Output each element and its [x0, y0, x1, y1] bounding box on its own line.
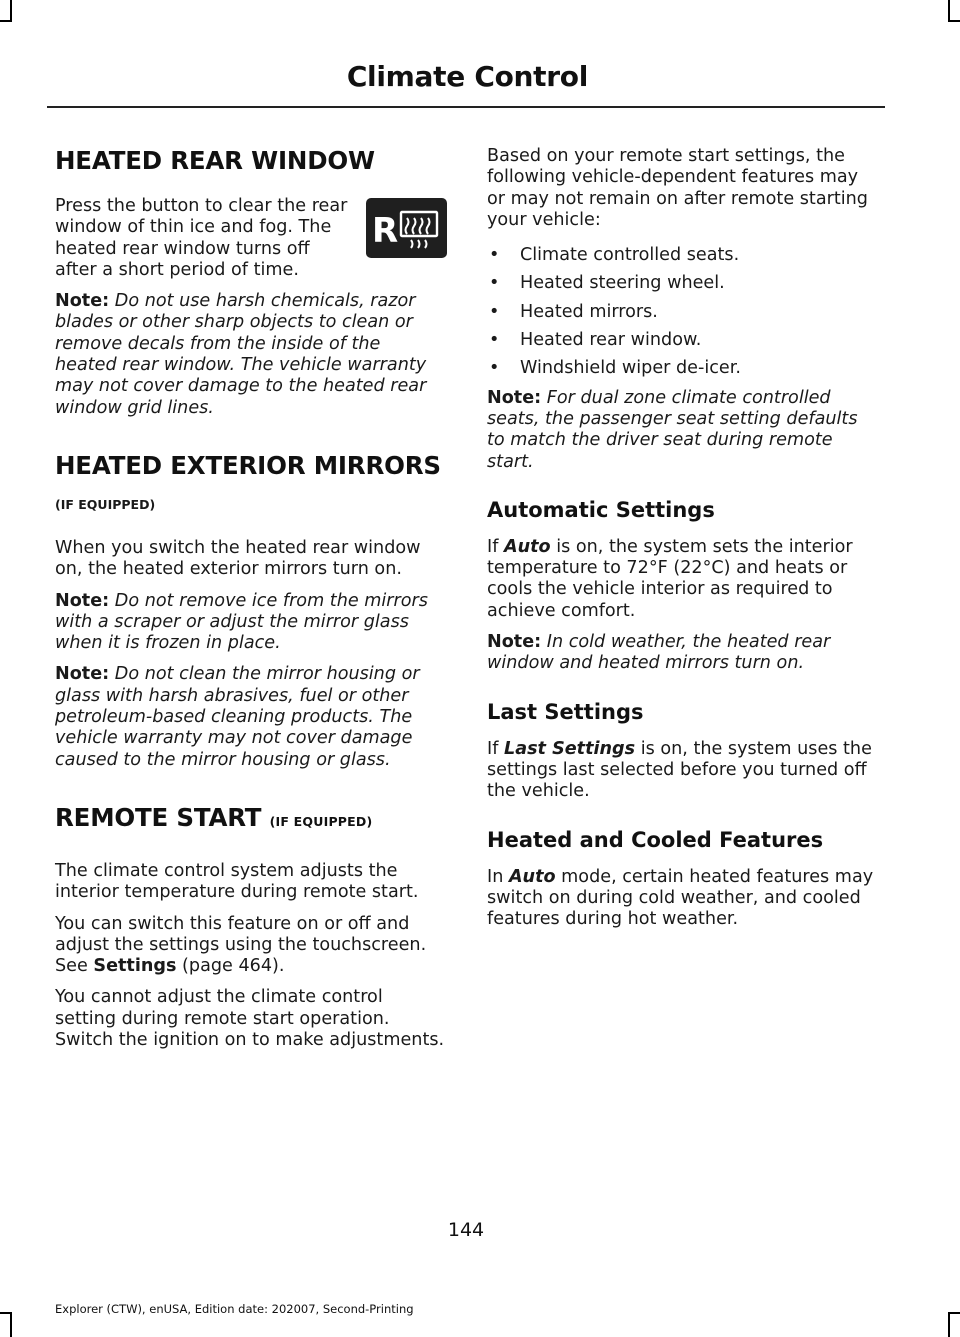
body-text	[487, 739, 880, 803]
body-text: You cannot adjust the climate control setting during remote start operation. Switch the ignition on to make adjustments.	[55, 987, 445, 1051]
section-heading: HEATED REAR WINDOW	[55, 146, 375, 175]
list-item: • Climate controlled seats.	[487, 245, 880, 266]
section-remote-start	[55, 803, 447, 1051]
feature-list	[487, 245, 880, 379]
section-heated-cooled-features	[487, 827, 880, 931]
page-title: Climate Control	[346, 60, 588, 93]
text-run: mode, certain heated features may switch on during cold weather, and cooled features during hot weather.	[487, 866, 874, 930]
text-run: You can switch this feature on or off and adjust the settings using the touchscreen. See	[55, 913, 427, 977]
subsection-heading: Last Settings	[487, 699, 644, 724]
text-run: If	[487, 738, 504, 759]
term: Auto	[503, 536, 551, 557]
note-text: Do not clean the mirror housing or glass with harsh abrasives, fuel or other petroleum-based cleaning products. The vehicle warranty may not cover damage caused to the mirror housing or glass.	[55, 664, 420, 770]
crop-mark	[0, 20, 12, 22]
icon-letter: R	[372, 211, 399, 251]
text-run: In	[487, 866, 509, 887]
crop-mark	[948, 1312, 960, 1314]
list-item: • Heated steering wheel.	[487, 273, 880, 294]
crop-mark	[10, 1312, 12, 1337]
body-text	[487, 867, 880, 931]
note-text: Do not use harsh chemicals, razor blades or other sharp objects to clean or remove decals from the inside of the heated rear window. The vehicle warranty may not cover damage to the heated rear window grid lines.	[55, 291, 427, 418]
note-label: Note:	[487, 387, 542, 408]
heading-suffix: (IF EQUIPPED)	[269, 813, 373, 829]
text-run: (page 464).	[176, 956, 285, 977]
heading-text: REMOTE START	[55, 802, 262, 832]
crop-mark	[948, 0, 950, 22]
section-subheading: (IF EQUIPPED)	[55, 496, 156, 512]
section-last-settings	[487, 699, 880, 803]
note-label: Note:	[487, 632, 542, 653]
crop-mark	[0, 1312, 12, 1314]
crop-mark	[948, 1312, 950, 1337]
right-column	[487, 146, 880, 940]
defrost-symbol	[366, 198, 447, 258]
term: Auto	[508, 866, 556, 887]
note-label: Note:	[55, 291, 110, 312]
list-item: • Windshield wiper de-icer.	[487, 358, 880, 379]
footer-edition: Explorer (CTW), enUSA, Edition date: 202007, Second-Printing	[55, 1302, 414, 1316]
section-heading: HEATED EXTERIOR MIRRORS	[55, 450, 441, 480]
note	[55, 291, 447, 419]
section-automatic-settings	[487, 497, 880, 675]
subsection-heading: Heated and Cooled Features	[487, 827, 824, 852]
note-label: Note:	[55, 664, 110, 685]
term: Last Settings	[503, 738, 636, 759]
note-text: Do not remove ice from the mirrors with a scraper or adjust the mirror glass when it is frozen in place.	[55, 590, 428, 654]
note	[55, 591, 447, 655]
note-label: Note:	[55, 590, 110, 611]
crop-mark	[10, 0, 12, 22]
note-text: For dual zone climate controlled seats, the passenger seat setting defaults to match the driver seat during remote start.	[487, 387, 858, 472]
body-text: Based on your remote start settings, the following vehicle-dependent features may or may not remain on after remote starting your vehicle:	[487, 146, 868, 230]
list-item: • Heated rear window.	[487, 330, 880, 351]
text-run: is on, the system uses the settings last selected before you turned off the vehicle.	[487, 738, 872, 802]
page-number: 144	[447, 1219, 485, 1241]
section-heated-exterior-mirrors	[55, 451, 447, 771]
note	[55, 664, 447, 770]
settings-link[interactable]: Settings	[93, 956, 177, 977]
text-run: is on, the system sets the interior temperature to 72°F (22°C) and heats or cools the vehicle interior as required to achieve comfort.	[487, 536, 853, 621]
body-text: When you switch the heated rear window on, the heated exterior mirrors turn on.	[55, 537, 421, 580]
body-text: Press the button to clear the rear window of thin ice and fog. The heated rear window turns off after a short period of time.	[55, 196, 348, 280]
note-text: In cold weather, the heated rear window and heated mirrors turn on.	[487, 632, 831, 674]
section-heated-rear-window	[55, 146, 447, 419]
body-text: The climate control system adjusts the interior temperature during remote start.	[55, 860, 419, 903]
note	[487, 632, 880, 675]
crop-mark	[948, 20, 960, 22]
subsection-heading: Automatic Settings	[487, 497, 715, 522]
section-heading	[55, 803, 447, 837]
header-divider	[47, 106, 885, 108]
left-column	[55, 146, 447, 1061]
list-item: • Heated mirrors.	[487, 302, 880, 323]
body-text	[55, 914, 447, 978]
body-text	[487, 537, 880, 622]
text-run: If	[487, 536, 504, 557]
heated-rear-window-icon	[366, 198, 447, 258]
note	[487, 388, 880, 473]
